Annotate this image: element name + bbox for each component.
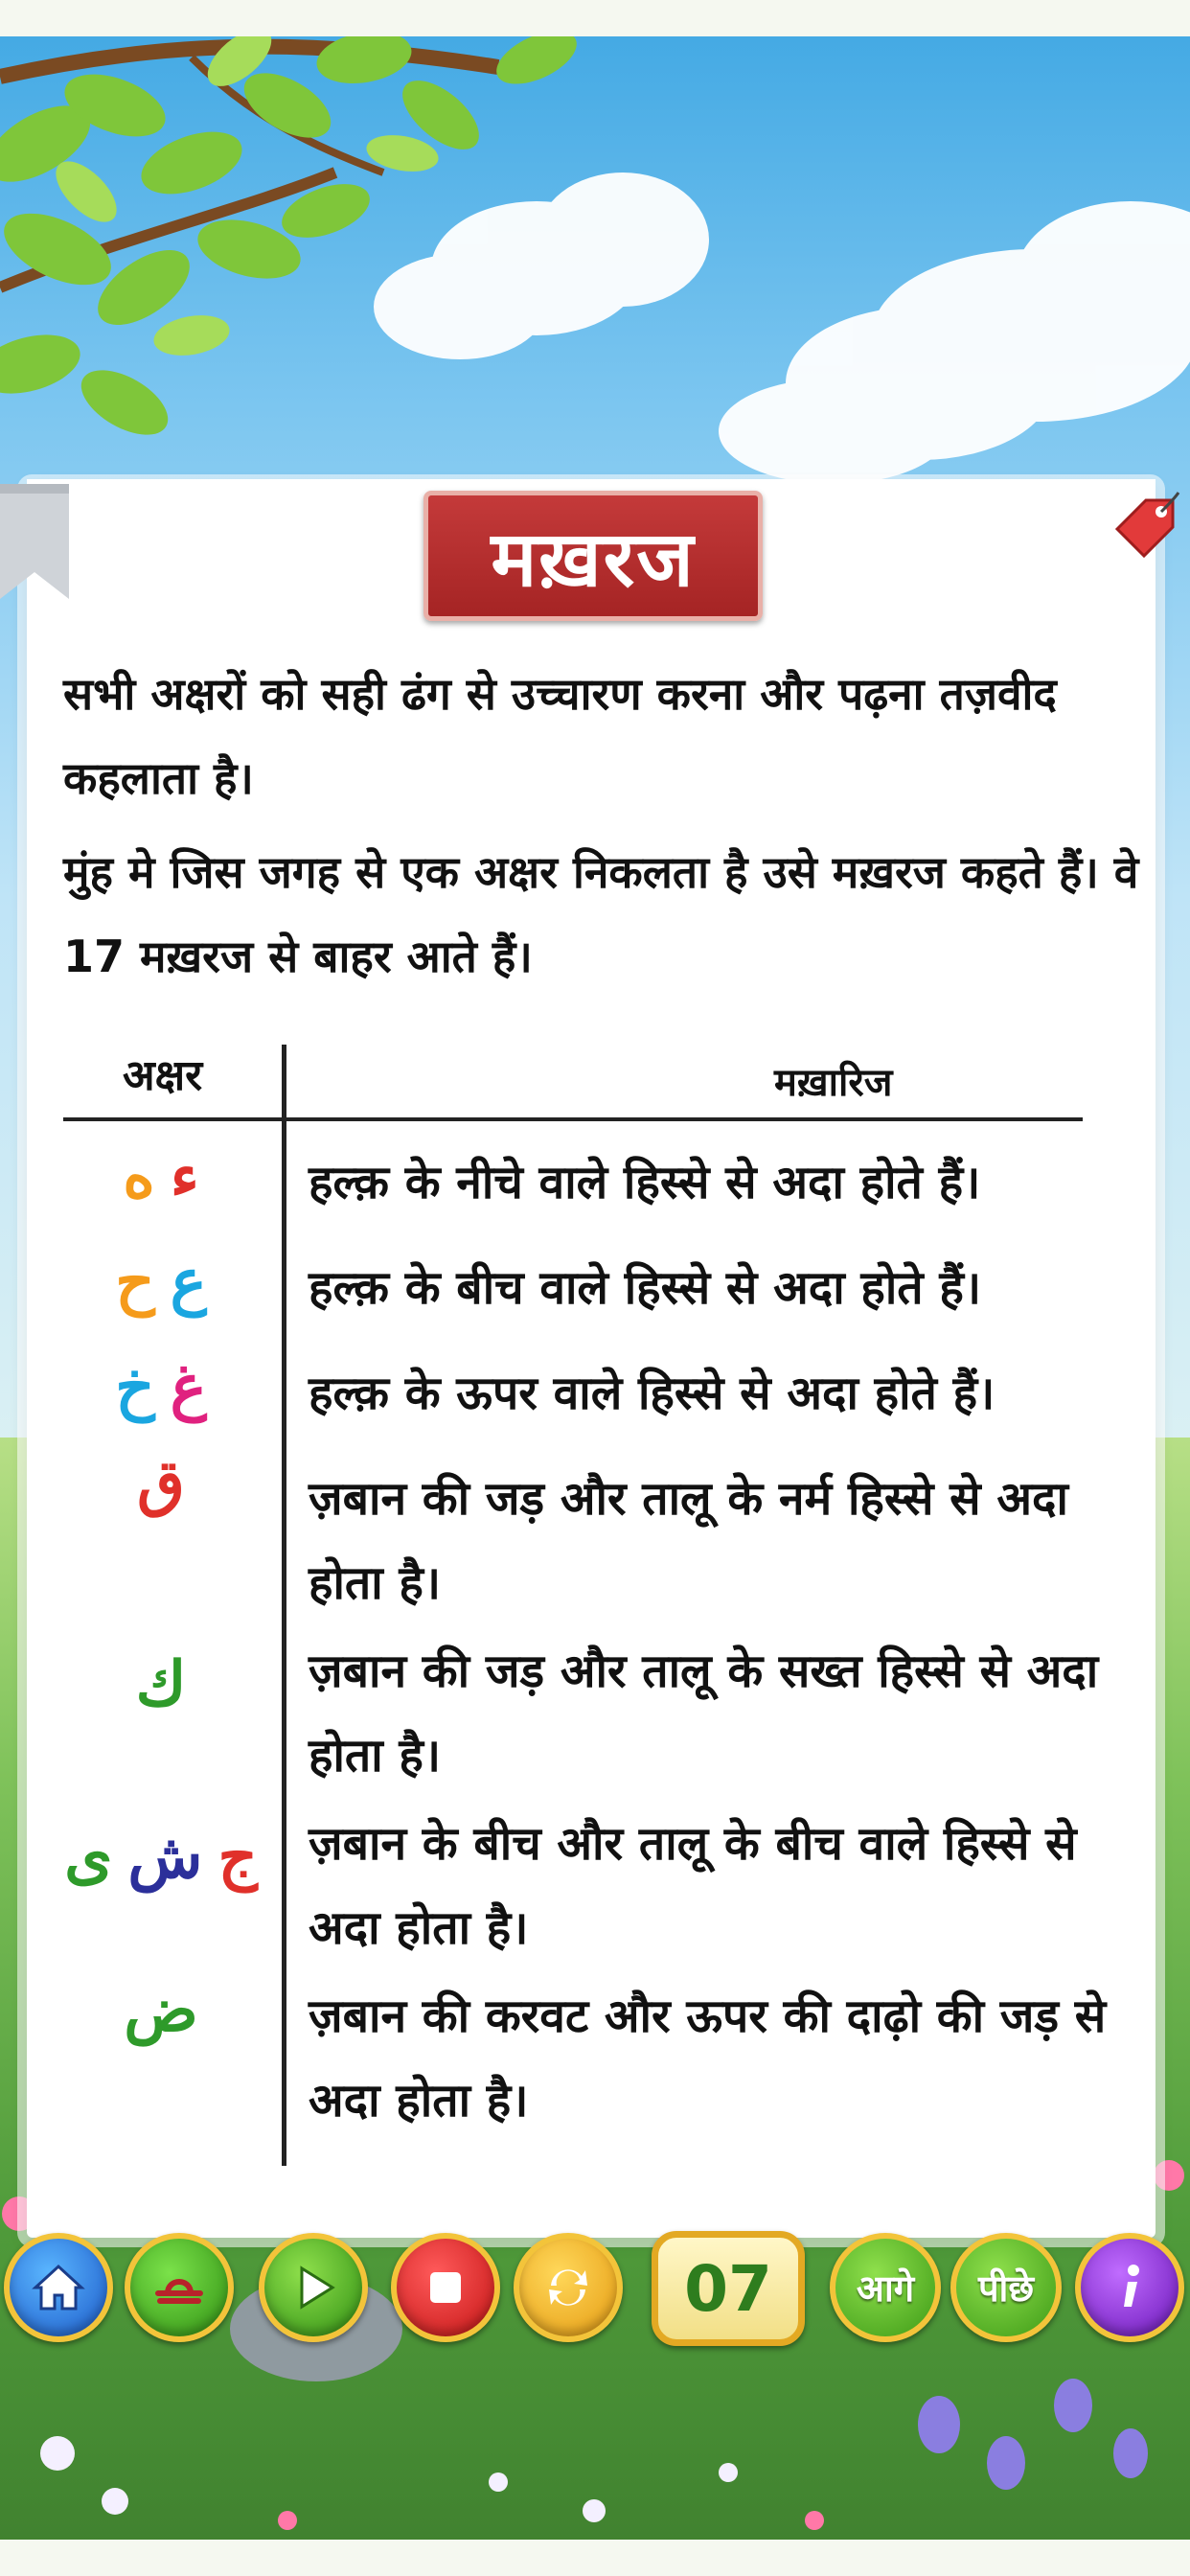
page-counter: 07 [652,2231,805,2346]
makharij-description: ज़बान की जड़ और तालू के सख्त हिस्से से अदा होता है। [309,1644,1099,1782]
play-icon [283,2257,344,2318]
arabic-letter: ش [127,1821,203,1893]
table-column-divider [282,1045,286,2166]
letters-cell [48,1246,274,1318]
letters-cell [48,1648,274,1720]
table-header-divider [63,1117,1083,1121]
info-button[interactable] [1075,2233,1184,2342]
letters-cell [48,1351,274,1423]
arabic-letter: ك [135,1648,187,1720]
arabic-letter: ه [123,1140,155,1212]
makharij-description: हल्क़ के नीचे वाले हिस्से से अदा होते हैं। [309,1156,981,1209]
page-title: मख़रज [491,514,696,604]
arabic-letter: ع [170,1246,207,1318]
intro-paragraph-1: सभी अक्षरों को सही ढंग से उच्चारण करना और पढ़ना तज़वीद कहलाता है। [63,668,1057,804]
home-icon [28,2257,89,2318]
repeat-button[interactable] [514,2233,623,2342]
makharij-description: हल्क़ के बीच वाले हिस्से से अदा होते हैं। [309,1261,982,1315]
scale-button[interactable] [125,2233,234,2342]
intro-paragraph-2: मुंह मे जिस जगह से एक अक्षर निकलता है उसे मख़रज कहते हैं। वे 17 मख़रज से बाहर आते हैं। [63,846,1139,982]
column-header-makharij: मख़ारिज [774,1061,893,1105]
arabic-letter: غ [170,1351,207,1423]
play-button[interactable] [259,2233,368,2342]
stop-button[interactable] [391,2233,500,2342]
letters-cell [48,1821,274,1893]
letters-cell [48,1974,274,2046]
repeat-icon [538,2257,599,2318]
next-button[interactable]: आगे [830,2233,941,2342]
makharij-description: ज़बान की करवट और ऊपर की दाढ़ो की जड़ से अदा होता है। [309,1990,1107,2128]
intro-text [63,652,1146,1008]
arabic-letter: ج [217,1821,258,1893]
home-button[interactable] [4,2233,113,2342]
makharij-description: ज़बान की जड़ और तालू के नर्म हिस्से से अदा होता है। [309,1472,1068,1610]
info-icon [1099,2257,1160,2318]
letters-cell [48,1447,274,1519]
arabic-letter: ی [64,1821,113,1893]
previous-button[interactable]: पीछे [950,2233,1062,2342]
stop-icon [415,2257,476,2318]
tree-branch [0,0,1190,498]
arabic-letter: خ [115,1351,155,1423]
tag-icon[interactable] [1110,491,1180,562]
arabic-letter: ض [124,1974,198,2046]
bookmark-ribbon[interactable] [0,484,69,599]
makharij-description: ज़बान के बीच और तालू के बीच वाले हिस्से से अदा होता है। [309,1817,1077,1955]
bottom-margin [0,2540,1190,2576]
title-banner [423,491,763,621]
arabic-letter: ء [170,1140,199,1212]
scale-icon [149,2257,210,2318]
makharij-description: हल्क़ के ऊपर वाले हिस्से से अदा होते हैं। [309,1367,995,1420]
top-margin [0,0,1190,36]
arabic-letter: ح [115,1246,155,1318]
arabic-letter: ق [137,1447,185,1519]
letters-cell [48,1140,274,1212]
column-header-letters: अक्षर [123,1051,203,1100]
